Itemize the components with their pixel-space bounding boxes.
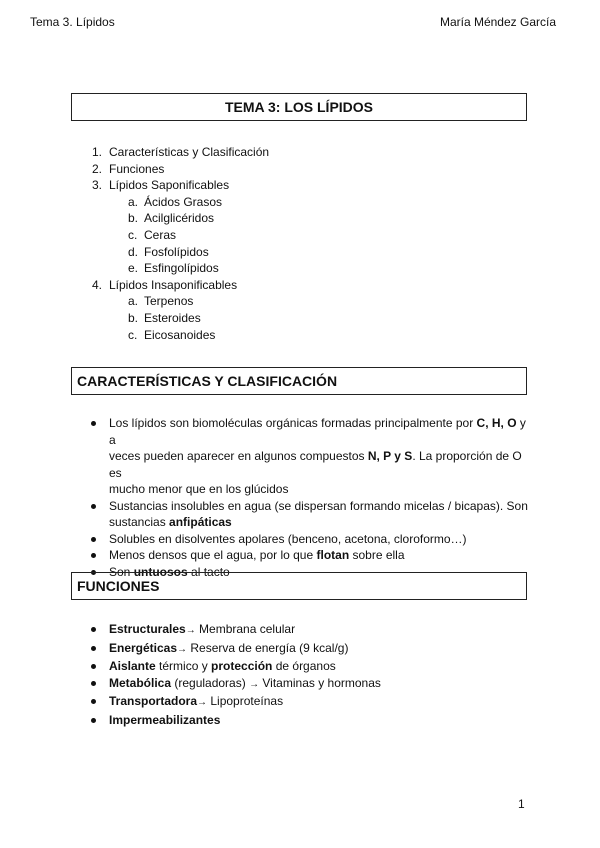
list-item: Los lípidos son biomoléculas orgánicas formadas principalmente por C, H, O y a veces pueden aparecer en algunos compuestos N, P y S. La proporción de O es mucho menor que en los glúcidos — [89, 415, 534, 498]
list-item: Menos densos que el agua, por lo que flotan sobre ella — [89, 547, 534, 564]
list-item: Energéticas→ Reserva de energía (9 kcal/g) — [89, 640, 534, 659]
list-item: Solubles en disolventes apolares (benceno, acetona, cloroformo…) — [89, 531, 534, 548]
toc-subitem: d. Fosfolípidos — [128, 244, 209, 259]
toc-item: 1. Características y Clasificación — [92, 145, 270, 159]
bullet-icon — [91, 627, 96, 632]
page-number: 1 — [518, 797, 525, 811]
caracteristicas-list — [89, 415, 534, 580]
bullet-icon — [91, 718, 96, 723]
list-item: Sustancias insolubles en agua (se dispersan formando micelas / bicapas). Son sustancias anfipáticas — [89, 498, 534, 531]
arrow-icon: → — [185, 625, 196, 636]
toc-subitem: b. Esteroides — [128, 311, 201, 325]
toc-item: 2. Funciones — [92, 161, 165, 176]
arrow-icon: → — [177, 643, 188, 655]
list-item: Aislante térmico y protección de órganos — [89, 658, 534, 675]
bullet-icon — [91, 537, 96, 542]
arrow-icon: → — [197, 697, 208, 708]
section-title-funciones: FUNCIONES — [71, 572, 527, 600]
header-right: María Méndez García — [439, 15, 556, 29]
bullet-icon — [91, 681, 96, 686]
list-item: Impermeabilizantes — [89, 712, 534, 729]
page-title: TEMA 3: LOS LÍPIDOS — [71, 93, 527, 121]
bullet-icon — [91, 504, 96, 509]
arrow-icon: → — [249, 678, 260, 690]
section-title-caracteristicas: CARACTERÍSTICAS Y CLASIFICACIÓN — [71, 367, 527, 395]
list-item: Metabólica (reguladoras) → Vitaminas y hormonas — [89, 675, 534, 694]
toc-subitem: a. Terpenos — [128, 294, 194, 309]
bullet-icon — [91, 699, 96, 704]
toc-subitem: c. Eicosanoides — [128, 327, 216, 342]
toc-item: 3. Lípidos Saponificables — [92, 178, 230, 193]
bullet-icon — [91, 664, 96, 669]
toc-subitem: b. Acilglicéridos — [128, 211, 215, 226]
header-left: Tema 3. Lípidos — [30, 15, 115, 29]
toc-subitem: c. Ceras — [128, 228, 177, 242]
bullet-icon — [91, 421, 96, 426]
list-item: Estructurales→ Membrana celular — [89, 621, 534, 640]
bullet-icon — [91, 553, 96, 558]
list-item: Transportadora→ Lipoproteínas — [89, 693, 534, 712]
bullet-icon — [91, 646, 96, 651]
toc-subitem: a. Ácidos Grasos — [128, 194, 223, 209]
list-item: Son untuosos al tacto — [89, 564, 534, 581]
funciones-list — [89, 621, 534, 728]
toc-subitem: e. Esfingolípidos — [128, 261, 219, 276]
toc-item: 4. Lípidos Insaponificables — [92, 277, 238, 292]
